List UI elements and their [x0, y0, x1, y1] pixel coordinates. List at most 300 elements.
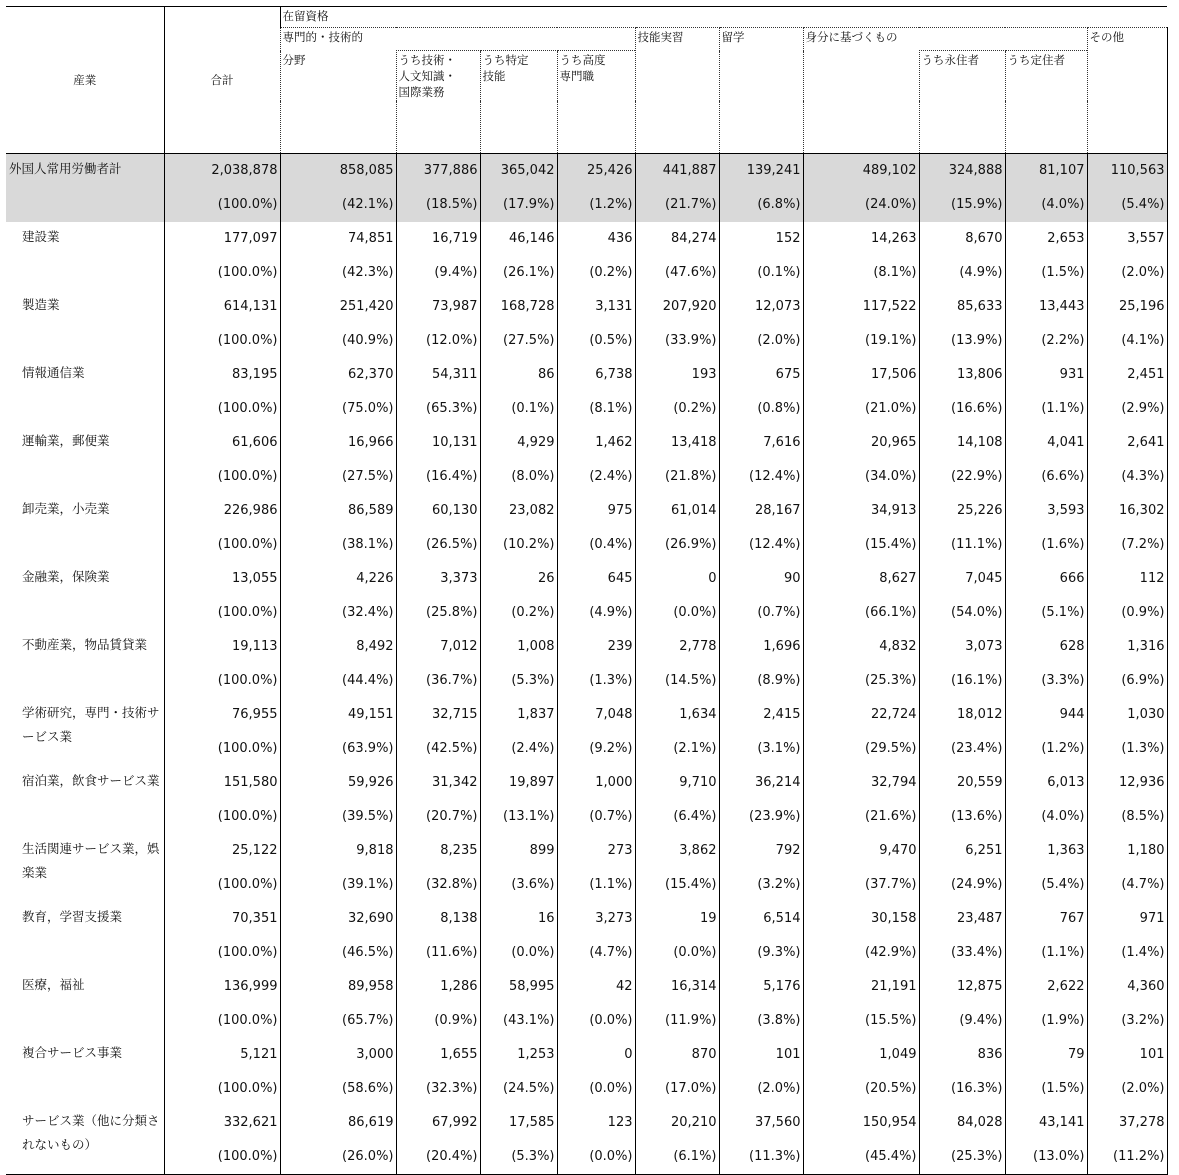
- value-cell: 36,214: [719, 766, 803, 800]
- percent-cell: (2.0%): [1087, 256, 1167, 290]
- percent-cell: (46.5%): [280, 936, 396, 970]
- value-cell: 168,728: [480, 290, 557, 324]
- table-row-percent: [6, 460, 1167, 494]
- table-row-percent: [6, 1004, 1167, 1038]
- value-cell: 110,563: [1087, 154, 1167, 189]
- value-cell: 74,851: [280, 222, 396, 256]
- value-cell: 767: [1005, 902, 1087, 936]
- percent-cell: (4.1%): [1087, 324, 1167, 358]
- percent-cell: (9.3%): [719, 936, 803, 970]
- percent-cell: (26.1%): [480, 256, 557, 290]
- percent-cell: (0.7%): [557, 800, 635, 834]
- percent-cell: (32.4%): [280, 596, 396, 630]
- value-cell: 3,073: [919, 630, 1005, 664]
- percent-cell: (11.6%): [396, 936, 480, 970]
- percent-cell: (65.7%): [280, 1004, 396, 1038]
- percent-cell: (4.0%): [1005, 188, 1087, 222]
- percent-cell: (100.0%): [164, 460, 280, 494]
- value-cell: 17,506: [803, 358, 919, 392]
- table-row-percent: [6, 868, 1167, 902]
- value-cell: 1,462: [557, 426, 635, 460]
- table-row: [6, 562, 1167, 596]
- value-cell: 899: [480, 834, 557, 868]
- value-cell: 86: [480, 358, 557, 392]
- value-cell: 9,470: [803, 834, 919, 868]
- value-cell: 8,670: [919, 222, 1005, 256]
- header-specified-skilled: うち特定 技能: [480, 51, 557, 102]
- table-row-percent: [6, 528, 1167, 562]
- percent-cell: (11.9%): [635, 1004, 719, 1038]
- percent-cell: (13.0%): [1005, 1140, 1087, 1175]
- industry-label: 情報通信業: [22, 365, 85, 380]
- value-cell: 971: [1087, 902, 1167, 936]
- value-cell: 226,986: [164, 494, 280, 528]
- percent-cell: (100.0%): [164, 936, 280, 970]
- value-cell: 2,451: [1087, 358, 1167, 392]
- value-cell: 25,122: [164, 834, 280, 868]
- value-cell: 101: [719, 1038, 803, 1072]
- value-cell: 62,370: [280, 358, 396, 392]
- value-cell: 3,557: [1087, 222, 1167, 256]
- percent-cell: (1.5%): [1005, 1072, 1087, 1106]
- percent-cell: (47.6%): [635, 256, 719, 290]
- value-cell: 32,794: [803, 766, 919, 800]
- percent-cell: (8.0%): [480, 460, 557, 494]
- value-cell: 0: [557, 1038, 635, 1072]
- table-row-percent: [6, 1140, 1167, 1175]
- industry-label: 卸売業，小売業: [22, 501, 110, 516]
- value-cell: 25,196: [1087, 290, 1167, 324]
- value-cell: 4,360: [1087, 970, 1167, 1004]
- value-cell: 19,113: [164, 630, 280, 664]
- percent-cell: (100.0%): [164, 1072, 280, 1106]
- table-row: [6, 1106, 1167, 1140]
- value-cell: 1,049: [803, 1038, 919, 1072]
- percent-cell: (45.4%): [803, 1140, 919, 1175]
- value-cell: 858,085: [280, 154, 396, 189]
- percent-cell: (2.4%): [557, 460, 635, 494]
- percent-cell: (3.8%): [719, 1004, 803, 1038]
- percent-cell: (2.1%): [635, 732, 719, 766]
- value-cell: 58,995: [480, 970, 557, 1004]
- value-cell: 85,633: [919, 290, 1005, 324]
- percent-cell: (24.0%): [803, 188, 919, 222]
- header-total: 合計: [164, 7, 280, 154]
- value-cell: 6,514: [719, 902, 803, 936]
- value-cell: 3,273: [557, 902, 635, 936]
- value-cell: 23,082: [480, 494, 557, 528]
- header-trainee: 技能実習: [635, 28, 719, 154]
- percent-cell: (6.4%): [635, 800, 719, 834]
- table-row: [6, 970, 1167, 1004]
- percent-cell: (36.7%): [396, 664, 480, 698]
- percent-cell: (9.4%): [919, 1004, 1005, 1038]
- percent-cell: (42.1%): [280, 188, 396, 222]
- percent-cell: (4.9%): [919, 256, 1005, 290]
- percent-cell: (25.8%): [396, 596, 480, 630]
- table-row: [6, 902, 1167, 936]
- percent-cell: (5.3%): [480, 1140, 557, 1175]
- percent-cell: (100.0%): [164, 256, 280, 290]
- industry-label: 医療，福祉: [22, 977, 85, 992]
- value-cell: 1,008: [480, 630, 557, 664]
- value-cell: 16,719: [396, 222, 480, 256]
- percent-cell: (100.0%): [164, 528, 280, 562]
- percent-cell: (0.9%): [396, 1004, 480, 1038]
- percent-cell: (20.4%): [396, 1140, 480, 1175]
- value-cell: 16,966: [280, 426, 396, 460]
- industry-label: 製造業: [22, 297, 60, 312]
- value-cell: 10,131: [396, 426, 480, 460]
- percent-cell: (21.8%): [635, 460, 719, 494]
- value-cell: 436: [557, 222, 635, 256]
- industry-label: 外国人常用労働者計: [6, 154, 164, 223]
- table-row-percent: [6, 188, 1167, 222]
- percent-cell: (100.0%): [164, 188, 280, 222]
- percent-cell: (39.1%): [280, 868, 396, 902]
- value-cell: 23,487: [919, 902, 1005, 936]
- header-status: 在留資格: [280, 7, 1167, 28]
- value-cell: 9,818: [280, 834, 396, 868]
- value-cell: 1,655: [396, 1038, 480, 1072]
- percent-cell: (75.0%): [280, 392, 396, 426]
- value-cell: 73,987: [396, 290, 480, 324]
- value-cell: 6,738: [557, 358, 635, 392]
- percent-cell: (1.5%): [1005, 256, 1087, 290]
- value-cell: 1,316: [1087, 630, 1167, 664]
- value-cell: 61,014: [635, 494, 719, 528]
- value-cell: 13,443: [1005, 290, 1087, 324]
- industry-label: 不動産業，物品賃貸業: [22, 637, 148, 652]
- percent-cell: (20.7%): [396, 800, 480, 834]
- percent-cell: (0.0%): [557, 1140, 635, 1175]
- percent-cell: (3.2%): [719, 868, 803, 902]
- value-cell: 7,616: [719, 426, 803, 460]
- value-cell: 177,097: [164, 222, 280, 256]
- percent-cell: (8.1%): [803, 256, 919, 290]
- percent-cell: (1.3%): [1087, 732, 1167, 766]
- value-cell: 13,055: [164, 562, 280, 596]
- header-status-based: 身分に基づくもの: [803, 28, 1087, 51]
- value-cell: 12,875: [919, 970, 1005, 1004]
- value-cell: 79: [1005, 1038, 1087, 1072]
- value-cell: 25,426: [557, 154, 635, 189]
- value-cell: 13,418: [635, 426, 719, 460]
- value-cell: 645: [557, 562, 635, 596]
- value-cell: 1,634: [635, 698, 719, 732]
- percent-cell: (65.3%): [396, 392, 480, 426]
- table-row-percent: [6, 800, 1167, 834]
- percent-cell: (16.4%): [396, 460, 480, 494]
- percent-cell: (2.0%): [719, 324, 803, 358]
- percent-cell: (10.2%): [480, 528, 557, 562]
- percent-cell: (24.5%): [480, 1072, 557, 1106]
- value-cell: 441,887: [635, 154, 719, 189]
- value-cell: 20,210: [635, 1106, 719, 1140]
- value-cell: 975: [557, 494, 635, 528]
- industry-label: 生活関連サービス業，娯楽業: [22, 841, 160, 880]
- percent-cell: (0.2%): [557, 256, 635, 290]
- table-row-percent: [6, 256, 1167, 290]
- value-cell: 792: [719, 834, 803, 868]
- value-cell: 2,622: [1005, 970, 1087, 1004]
- percent-cell: (42.3%): [280, 256, 396, 290]
- value-cell: 83,195: [164, 358, 280, 392]
- percent-cell: (0.5%): [557, 324, 635, 358]
- percent-cell: (58.6%): [280, 1072, 396, 1106]
- percent-cell: (13.1%): [480, 800, 557, 834]
- percent-cell: (29.5%): [803, 732, 919, 766]
- value-cell: 3,862: [635, 834, 719, 868]
- table-row-percent: [6, 732, 1167, 766]
- table-row-percent: [6, 596, 1167, 630]
- percent-cell: (4.9%): [557, 596, 635, 630]
- percent-cell: (6.9%): [1087, 664, 1167, 698]
- industry-label: 複合サービス事業: [22, 1045, 123, 1060]
- value-cell: 8,138: [396, 902, 480, 936]
- header-highly-skilled: うち高度 専門職: [557, 51, 635, 102]
- percent-cell: (3.3%): [1005, 664, 1087, 698]
- value-cell: 7,045: [919, 562, 1005, 596]
- value-cell: 112: [1087, 562, 1167, 596]
- header-engineer-humanities: うち技術・ 人文知識・ 国際業務: [396, 51, 480, 102]
- value-cell: 3,373: [396, 562, 480, 596]
- percent-cell: (9.2%): [557, 732, 635, 766]
- percent-cell: (5.3%): [480, 664, 557, 698]
- value-cell: 251,420: [280, 290, 396, 324]
- value-cell: 16: [480, 902, 557, 936]
- value-cell: 3,000: [280, 1038, 396, 1072]
- value-cell: 14,108: [919, 426, 1005, 460]
- percent-cell: (0.1%): [480, 392, 557, 426]
- percent-cell: (1.1%): [1005, 936, 1087, 970]
- percent-cell: (11.3%): [719, 1140, 803, 1175]
- table-row-percent: [6, 936, 1167, 970]
- value-cell: 26: [480, 562, 557, 596]
- value-cell: 3,593: [1005, 494, 1087, 528]
- percent-cell: (0.0%): [557, 1072, 635, 1106]
- percent-cell: (0.0%): [635, 596, 719, 630]
- value-cell: 836: [919, 1038, 1005, 1072]
- value-cell: 32,715: [396, 698, 480, 732]
- value-cell: 61,606: [164, 426, 280, 460]
- value-cell: 8,235: [396, 834, 480, 868]
- value-cell: 49,151: [280, 698, 396, 732]
- percent-cell: (17.9%): [480, 188, 557, 222]
- value-cell: 1,030: [1087, 698, 1167, 732]
- value-cell: 6,013: [1005, 766, 1087, 800]
- percent-cell: (5.1%): [1005, 596, 1087, 630]
- table-row: [6, 698, 1167, 732]
- value-cell: 4,929: [480, 426, 557, 460]
- value-cell: 2,038,878: [164, 154, 280, 189]
- value-cell: 46,146: [480, 222, 557, 256]
- percent-cell: (0.2%): [635, 392, 719, 426]
- percent-cell: (26.5%): [396, 528, 480, 562]
- table-row: [6, 154, 1167, 189]
- percent-cell: (8.9%): [719, 664, 803, 698]
- value-cell: 136,999: [164, 970, 280, 1004]
- percent-cell: (39.5%): [280, 800, 396, 834]
- value-cell: 6,251: [919, 834, 1005, 868]
- value-cell: 28,167: [719, 494, 803, 528]
- value-cell: 86,589: [280, 494, 396, 528]
- value-cell: 22,724: [803, 698, 919, 732]
- value-cell: 944: [1005, 698, 1087, 732]
- percent-cell: (23.9%): [719, 800, 803, 834]
- value-cell: 332,621: [164, 1106, 280, 1140]
- percent-cell: (1.2%): [557, 188, 635, 222]
- percent-cell: (4.3%): [1087, 460, 1167, 494]
- value-cell: 151,580: [164, 766, 280, 800]
- foreign-workers-by-industry-table: [6, 6, 1168, 1175]
- percent-cell: (1.6%): [1005, 528, 1087, 562]
- table-row: [6, 358, 1167, 392]
- value-cell: 193: [635, 358, 719, 392]
- percent-cell: (0.2%): [480, 596, 557, 630]
- value-cell: 1,363: [1005, 834, 1087, 868]
- value-cell: 84,274: [635, 222, 719, 256]
- value-cell: 2,778: [635, 630, 719, 664]
- percent-cell: (26.9%): [635, 528, 719, 562]
- percent-cell: (15.5%): [803, 1004, 919, 1038]
- percent-cell: (9.4%): [396, 256, 480, 290]
- percent-cell: (14.5%): [635, 664, 719, 698]
- value-cell: 90: [719, 562, 803, 596]
- value-cell: 4,226: [280, 562, 396, 596]
- header-student: 留学: [719, 28, 803, 154]
- percent-cell: (21.0%): [803, 392, 919, 426]
- percent-cell: (23.4%): [919, 732, 1005, 766]
- percent-cell: (11.2%): [1087, 1140, 1167, 1175]
- percent-cell: (8.5%): [1087, 800, 1167, 834]
- value-cell: 150,954: [803, 1106, 919, 1140]
- value-cell: 152: [719, 222, 803, 256]
- percent-cell: (26.0%): [280, 1140, 396, 1175]
- table-row: [6, 834, 1167, 868]
- value-cell: 16,314: [635, 970, 719, 1004]
- value-cell: 12,073: [719, 290, 803, 324]
- percent-cell: (2.9%): [1087, 392, 1167, 426]
- percent-cell: (13.6%): [919, 800, 1005, 834]
- value-cell: 931: [1005, 358, 1087, 392]
- value-cell: 8,627: [803, 562, 919, 596]
- table-row: [6, 426, 1167, 460]
- percent-cell: (15.4%): [803, 528, 919, 562]
- percent-cell: (34.0%): [803, 460, 919, 494]
- percent-cell: (54.0%): [919, 596, 1005, 630]
- value-cell: 59,926: [280, 766, 396, 800]
- percent-cell: (66.1%): [803, 596, 919, 630]
- table-header: [6, 7, 1167, 154]
- percent-cell: (32.8%): [396, 868, 480, 902]
- industry-label: 学術研究，専門・技術サービス業: [22, 705, 160, 744]
- percent-cell: (20.5%): [803, 1072, 919, 1106]
- table-row: [6, 222, 1167, 256]
- value-cell: 70,351: [164, 902, 280, 936]
- value-cell: 3,131: [557, 290, 635, 324]
- percent-cell: (2.0%): [1087, 1072, 1167, 1106]
- percent-cell: (5.4%): [1005, 868, 1087, 902]
- percent-cell: (16.6%): [919, 392, 1005, 426]
- value-cell: 7,012: [396, 630, 480, 664]
- percent-cell: (44.4%): [280, 664, 396, 698]
- percent-cell: (63.9%): [280, 732, 396, 766]
- percent-cell: (32.3%): [396, 1072, 480, 1106]
- percent-cell: (100.0%): [164, 1140, 280, 1175]
- table-row-percent: [6, 324, 1167, 358]
- value-cell: 1,286: [396, 970, 480, 1004]
- percent-cell: (0.4%): [557, 528, 635, 562]
- percent-cell: (8.1%): [557, 392, 635, 426]
- table-row: [6, 630, 1167, 664]
- percent-cell: (1.1%): [1005, 392, 1087, 426]
- percent-cell: (2.0%): [719, 1072, 803, 1106]
- value-cell: 60,130: [396, 494, 480, 528]
- value-cell: 9,710: [635, 766, 719, 800]
- value-cell: 2,641: [1087, 426, 1167, 460]
- table-row: [6, 494, 1167, 528]
- percent-cell: (0.7%): [719, 596, 803, 630]
- value-cell: 76,955: [164, 698, 280, 732]
- percent-cell: (11.1%): [919, 528, 1005, 562]
- percent-cell: (1.4%): [1087, 936, 1167, 970]
- percent-cell: (17.0%): [635, 1072, 719, 1106]
- percent-cell: (27.5%): [280, 460, 396, 494]
- value-cell: 20,559: [919, 766, 1005, 800]
- value-cell: 628: [1005, 630, 1087, 664]
- value-cell: 1,837: [480, 698, 557, 732]
- percent-cell: (1.9%): [1005, 1004, 1087, 1038]
- percent-cell: (100.0%): [164, 732, 280, 766]
- percent-cell: (19.1%): [803, 324, 919, 358]
- percent-cell: (15.9%): [919, 188, 1005, 222]
- percent-cell: (100.0%): [164, 392, 280, 426]
- value-cell: 365,042: [480, 154, 557, 189]
- value-cell: 30,158: [803, 902, 919, 936]
- percent-cell: (12.4%): [719, 528, 803, 562]
- percent-cell: (4.7%): [557, 936, 635, 970]
- value-cell: 2,653: [1005, 222, 1087, 256]
- percent-cell: (6.8%): [719, 188, 803, 222]
- percent-cell: (12.0%): [396, 324, 480, 358]
- percent-cell: (2.4%): [480, 732, 557, 766]
- header-other: その他: [1087, 28, 1167, 154]
- value-cell: 32,690: [280, 902, 396, 936]
- percent-cell: (3.1%): [719, 732, 803, 766]
- percent-cell: (38.1%): [280, 528, 396, 562]
- table-row: [6, 1038, 1167, 1072]
- value-cell: 89,958: [280, 970, 396, 1004]
- value-cell: 42: [557, 970, 635, 1004]
- percent-cell: (40.9%): [280, 324, 396, 358]
- value-cell: 16,302: [1087, 494, 1167, 528]
- percent-cell: (33.9%): [635, 324, 719, 358]
- value-cell: 34,913: [803, 494, 919, 528]
- header-permanent-resident: うち永住者: [919, 51, 1005, 154]
- value-cell: 12,936: [1087, 766, 1167, 800]
- value-cell: 8,492: [280, 630, 396, 664]
- value-cell: 86,619: [280, 1106, 396, 1140]
- value-cell: 675: [719, 358, 803, 392]
- percent-cell: (100.0%): [164, 868, 280, 902]
- value-cell: 139,241: [719, 154, 803, 189]
- value-cell: 19,897: [480, 766, 557, 800]
- value-cell: 1,696: [719, 630, 803, 664]
- header-status-based-blank: [803, 51, 919, 154]
- value-cell: 4,832: [803, 630, 919, 664]
- percent-cell: (100.0%): [164, 596, 280, 630]
